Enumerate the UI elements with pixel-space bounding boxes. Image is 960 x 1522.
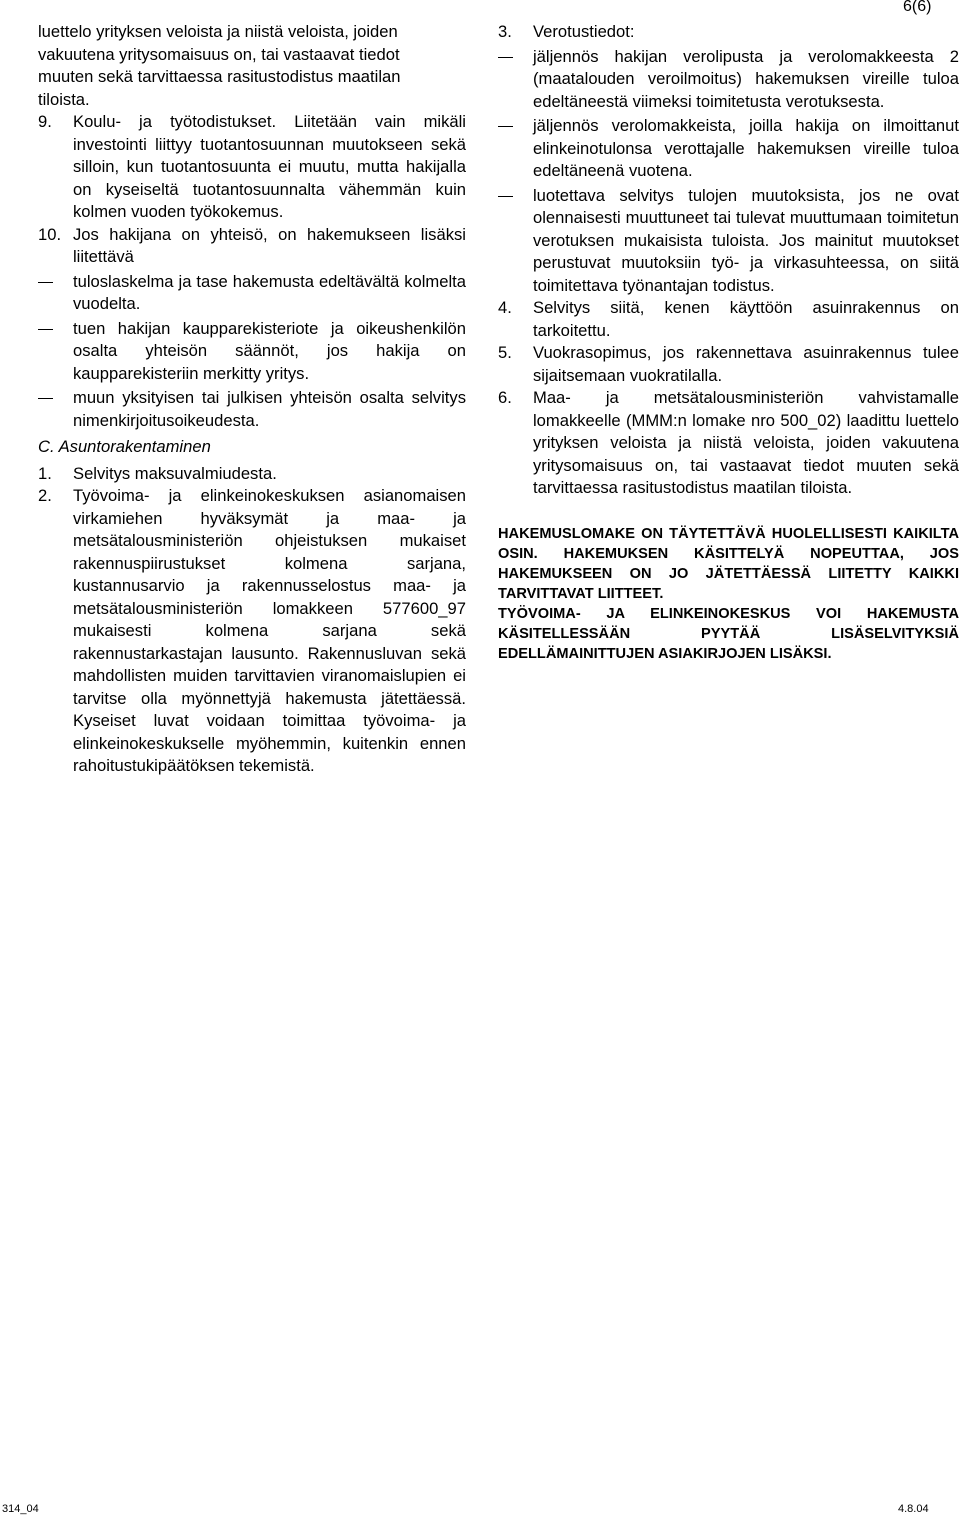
- dash-marker: [38, 318, 73, 386]
- intro-line: vakuutena yritysomaisuus on, tai vastaavat tiedot: [38, 44, 400, 64]
- dash-marker: [38, 271, 73, 316]
- bullet-text: tuloslaskelma ja tase hakemusta edeltävältä kolmelta vuodelta.: [73, 271, 466, 313]
- item-number: 6.: [498, 388, 512, 407]
- list-item: [498, 297, 959, 342]
- item-text: Selvitys siitä, kenen käyttöön asuinrakennus on tarkoitettu.: [533, 298, 959, 340]
- item-text: Työvoima- ja elinkeinokeskuksen asianomaisen virkamiehen hyväksymät ja maa- ja metsätalousministeriön ohjeistuksen mukaiset rakennuspiirustukset kolmena sarjana, kustannusarvio ja rakennusselostus maa- ja metsätalousministeriön lomakkeen 577600_97 mukaisesti kolmena sarjana sekä rakennustarkastajan lausunto. Rakennusluvan sekä mahdollisten muiden tarvittavien viranomaislupien ei tarvitse olla myönnettyjä hakemusta jätettäessä. Kyseiset luvat voidaan toimittaa työvoima- ja elinkeinokeskukselle myöhemmin, kuitenkin ennen rahoitustukipäätöksen tekemistä.: [73, 486, 466, 775]
- item-text: Selvitys maksuvalmiudesta.: [73, 463, 277, 483]
- section-heading-c: C. Asuntorakentaminen: [38, 437, 211, 456]
- intro-line: tiloista.: [38, 89, 90, 109]
- list-item: [498, 387, 959, 500]
- dash-marker: [38, 387, 73, 432]
- intro-line: muuten sekä tarvittaessa rasitustodistus maatilan: [38, 67, 401, 86]
- item-text: Jos hakijana on yhteisö, on hakemukseen lisäksi liitettävä: [73, 224, 466, 266]
- item-number: 10.: [38, 224, 62, 244]
- bullet-text: muun yksityisen tai julkisen yhteisön osalta selvitys nimenkirjoitusoikeudesta.: [73, 388, 466, 430]
- item-number: 5.: [498, 343, 512, 362]
- bullet-text: jäljennös hakijan verolipusta ja verolomakkeesta 2 (maatalouden veroilmoitus) hakemuksen vireille tuloa edeltäneestä viimeksi toimitetusta verotuksesta.: [533, 46, 959, 111]
- item-text: Maa- ja metsätalousministeriön vahvistamalle lomakkeelle (MMM:n lomake nro 500_02) laadittu luettelo yrityksen veloista ja niistä veloista, joiden vakuutena yritysomaisuus on, tai vastaavat tiedot muuten sekä tarvittaessa rasitustodistus maatilan tiloista.: [533, 388, 959, 497]
- bullet-item: [498, 46, 959, 114]
- intro-line: luettelo yrityksen veloista ja niistä veloista, joiden: [38, 22, 398, 41]
- footer-form-code: 314_04: [2, 1503, 39, 1515]
- bullet-text: jäljennös verolomakkeista, joilla hakija on ilmoittanut elinkeinotulonsa verottajalle hakemuksen vireille tuloa edeltäneenä vuotena.: [533, 116, 959, 180]
- bullet-text: luotettava selvitys tulojen muutoksista, jos ne ovat olennaisesti muuttuneet tai tulevat muuttumaan toimitetun verotuksen mukaisista tuloista. Jos mainitut muutokset perustuvat muutoksiin työ- ja virkasuhteessa, on siitä toimitettava työnantajan todistus.: [533, 185, 959, 295]
- bullet-item: [498, 115, 959, 183]
- notice-paragraph: HAKEMUSLOMAKE ON TÄYTETTÄVÄ HUOLELLISESTI KAIKILTA OSIN. HAKEMUKSEN KÄSITTELYÄ NOPEUTTAA, JOS HAKEMUKSEEN ON JO JÄTETTÄESSÄ LIITETTY KAIKKI TARVITTAVAT LIITTEET.: [498, 525, 959, 602]
- list-item-10: [38, 224, 466, 269]
- item-number: 2.: [38, 486, 52, 505]
- item-text: Verotustiedot:: [533, 22, 635, 41]
- item-text: Koulu- ja työtodistukset. Liitetään vain mikäli investointi liittyy tuotantosuunnan muutokseen sekä silloin, kun tuotantosuunta ei muutu, mutta hakijalla on kyseiseltä tuotantosuunnalta vähemmän kuin kolmen vuoden työkokemus.: [73, 112, 466, 221]
- dash-marker: [498, 115, 533, 183]
- item-number: 3.: [498, 22, 512, 41]
- bullet-text: tuen hakijan kaupparekisteriote ja oikeushenkilön osalta yhteisön säännöt, jos hakija on kaupparekisteriin merkitty yritys.: [73, 318, 466, 383]
- bullet-item: [498, 185, 959, 298]
- item-number: 4.: [498, 298, 512, 317]
- item-text: Vuokrasopimus, jos rakennettava asuinrakennus tulee sijaitsemaan vuokratilalla.: [533, 343, 959, 385]
- list-item: [38, 463, 466, 486]
- bullet-item: [38, 271, 466, 316]
- list-item-3: [498, 21, 959, 44]
- page-number: 6(6): [903, 0, 932, 15]
- dash-marker: [498, 46, 533, 114]
- left-column: [38, 21, 466, 778]
- footer-date: 4.8.04: [898, 1503, 929, 1515]
- item-number: 9.: [38, 112, 52, 131]
- list-item-9: [38, 111, 466, 224]
- dash-marker: [498, 185, 533, 298]
- right-column: [498, 21, 959, 664]
- item-number: 1.: [38, 463, 52, 483]
- list-item: [38, 485, 466, 778]
- bullet-item: [38, 387, 466, 432]
- notice-paragraph: TYÖVOIMA- JA ELINKEINOKESKUS VOI HAKEMUSTA KÄSITELLESSÄÄN PYYTÄÄ LISÄSELVITYKSIÄ EDELLÄMAINITTUJEN ASIAKIRJOJEN LISÄKSI.: [498, 605, 959, 662]
- bullet-item: [38, 318, 466, 386]
- list-item: [498, 342, 959, 387]
